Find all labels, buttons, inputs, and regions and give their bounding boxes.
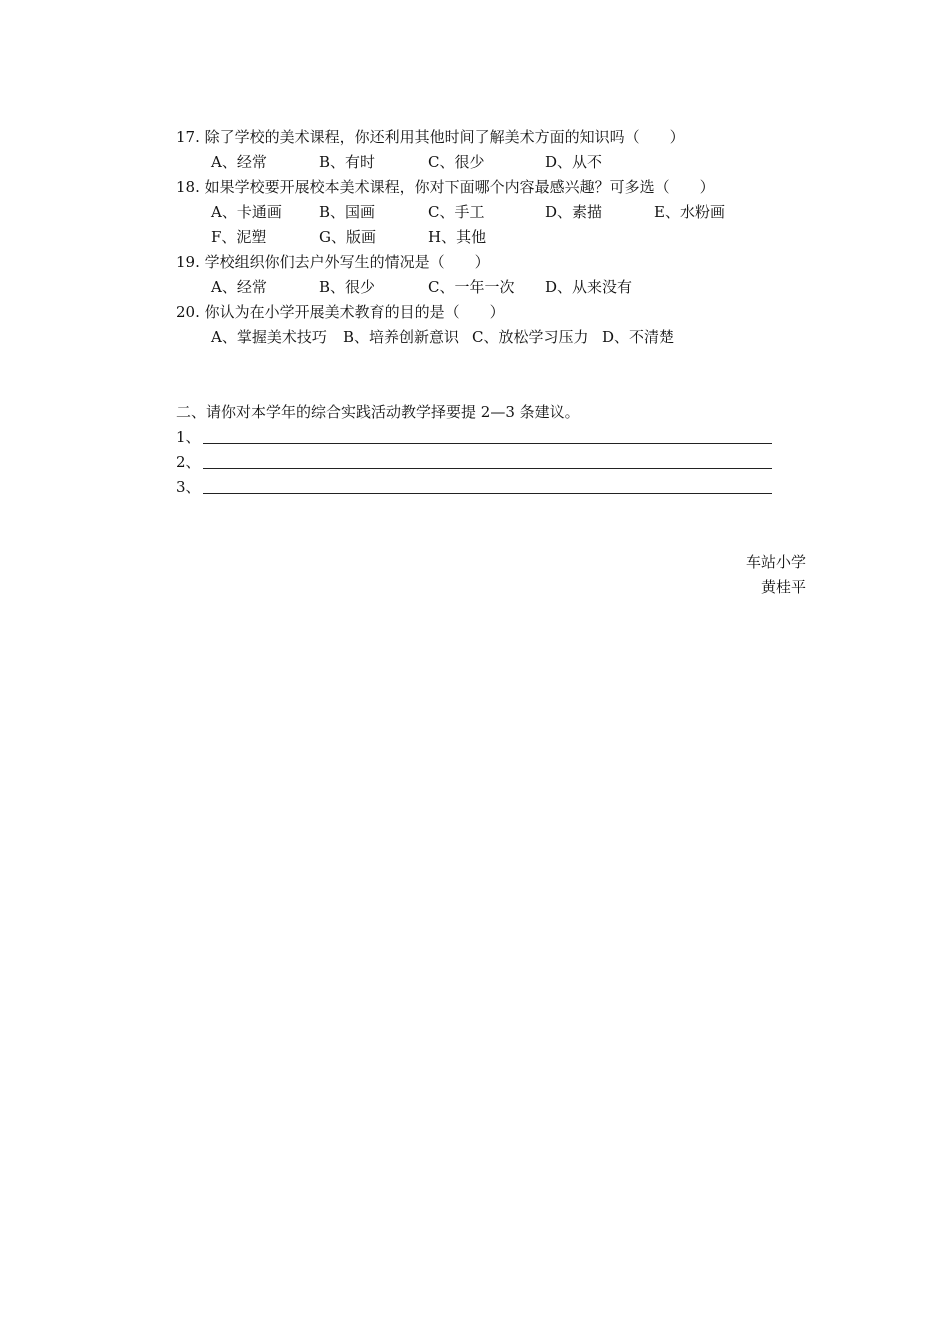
question-20: 20. 你认为在小学开展美术教育的目的是（ ） (176, 303, 505, 321)
suggestion-number: 2、 (176, 453, 201, 471)
question-19: 19. 学校组织你们去户外写生的情况是（ ） (176, 253, 490, 271)
option-c[interactable]: C、很少 (428, 153, 485, 171)
option-b[interactable]: B、很少 (319, 278, 376, 296)
option-f[interactable]: F、泥塑 (211, 228, 267, 246)
option-a[interactable]: A、经常 (211, 278, 267, 296)
suggestion-number: 3、 (176, 478, 201, 496)
option-d[interactable]: D、素描 (545, 203, 603, 221)
option-c[interactable]: C、放松学习压力 (472, 328, 589, 346)
option-c[interactable]: C、一年一次 (428, 278, 515, 296)
option-c[interactable]: C、手工 (428, 203, 485, 221)
suggestion-blank-line[interactable] (203, 443, 772, 444)
option-b[interactable]: B、国画 (319, 203, 376, 221)
option-d[interactable]: D、从来没有 (545, 278, 633, 296)
option-d[interactable]: D、不清楚 (602, 328, 675, 346)
option-a[interactable]: A、卡通画 (211, 203, 282, 221)
section-2-title: 二、请你对本学年的综合实践活动教学择要提 2—3 条建议。 (176, 403, 580, 421)
option-d[interactable]: D、从不 (545, 153, 603, 171)
suggestion-number: 1、 (176, 428, 201, 446)
signature-author: 黄桂平 (760, 578, 806, 596)
suggestion-row-1[interactable] (176, 428, 776, 446)
option-e[interactable]: E、水粉画 (654, 203, 725, 221)
suggestion-blank-line[interactable] (203, 468, 772, 469)
option-h[interactable]: H、其他 (428, 228, 487, 246)
signature-school: 车站小学 (745, 553, 806, 571)
option-g[interactable]: G、版画 (319, 228, 376, 246)
option-a[interactable]: A、掌握美术技巧 (211, 328, 327, 346)
question-18: 18. 如果学校要开展校本美术课程，你对下面哪个内容最感兴趣？可多选（ ） (176, 178, 715, 196)
option-b[interactable]: B、有时 (319, 153, 376, 171)
option-a[interactable]: A、经常 (211, 153, 267, 171)
suggestion-row-3[interactable] (176, 478, 776, 496)
option-b[interactable]: B、培养创新意识 (343, 328, 460, 346)
question-17: 17. 除了学校的美术课程，你还利用其他时间了解美术方面的知识吗（ ） (176, 128, 685, 146)
suggestion-row-2[interactable] (176, 453, 776, 471)
suggestion-blank-line[interactable] (203, 493, 772, 494)
